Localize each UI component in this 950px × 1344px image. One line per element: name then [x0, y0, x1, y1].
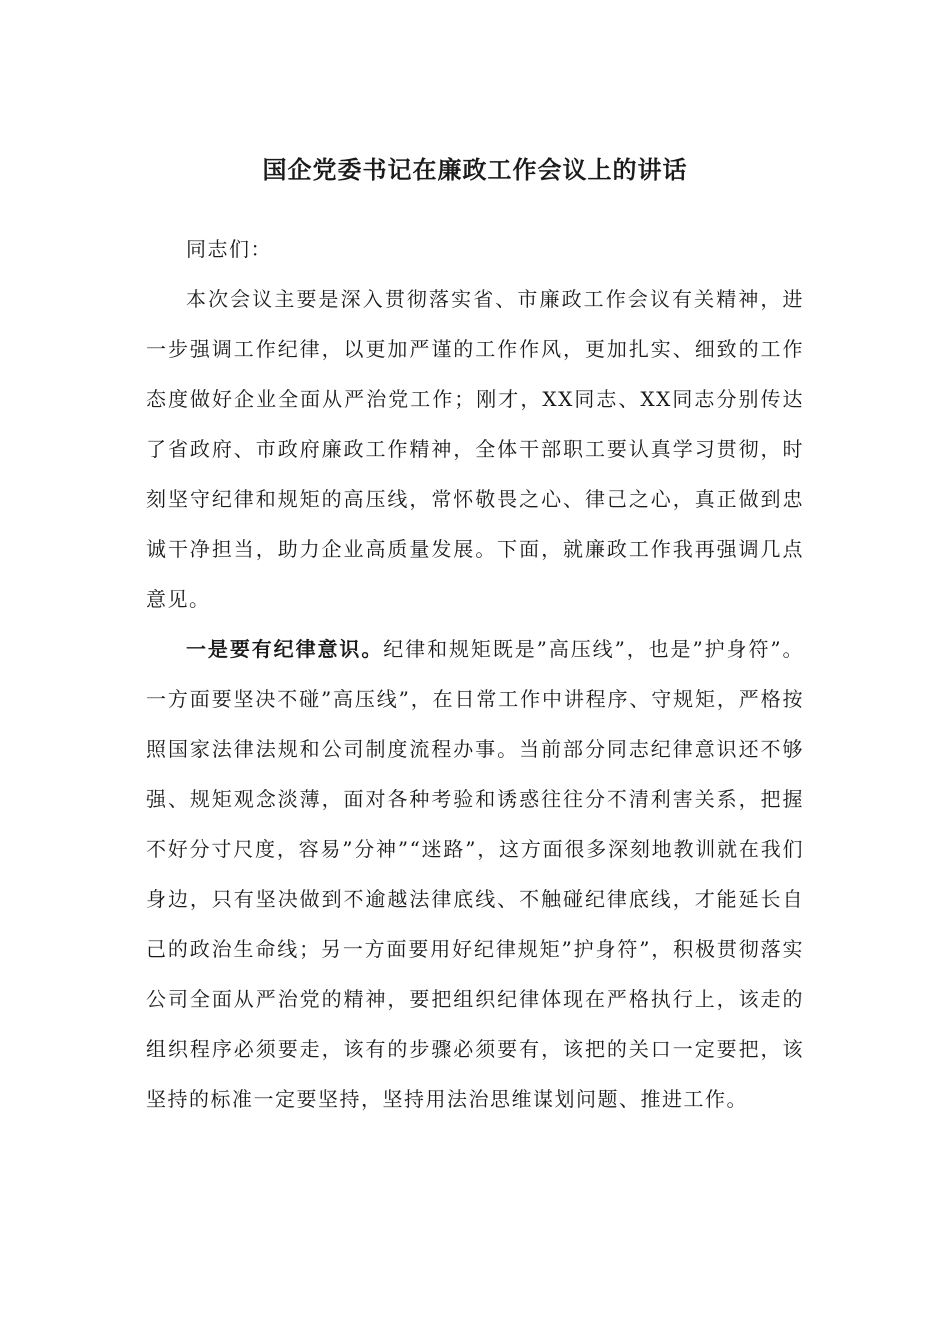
- paragraph-lead-heading: 一是要有纪律意识。: [186, 637, 384, 661]
- paragraph-discipline: [146, 624, 804, 1124]
- document-title: 国企党委书记在廉政工作会议上的讲话: [262, 155, 688, 184]
- paragraph-intro: 本次会议主要是深入贯彻落实省、市廉政工作会议有关精神，进一步强调工作纪律，以更加严谨的工作作风，更加扎实、细致的工作态度做好企业全面从严治党工作；刚才，XX同志、XX同志分别传达了省政府、市政府廉政工作精神，全体干部职工要认真学习贯彻，时刻坚守纪律和规矩的高压线，常怀敬畏之心、律己之心，真正做到忠诚干净担当，助力企业高质量发展。下面，就廉政工作我再强调几点意见。: [146, 287, 804, 611]
- paragraph-discipline-text: 纪律和规矩既是”高压线”，也是”护身符”。一方面要坚决不碰”高压线”，在日常工作中讲程序、守规矩，严格按照国家法律法规和公司制度流程办事。当前部分同志纪律意识还不够强、规矩观念淡薄，面对各种考验和诱惑往往分不清利害关系，把握不好分寸尺度，容易”分神”“迷路”，这方面很多深刻地教训就在我们身边，只有坚决做到不逾越法律底线、不触碰纪律底线，才能延长自己的政治生命线；另一方面要用好纪律规矩”护身符”，积极贯彻落实公司全面从严治党的精神，要把组织纪律体现在严格执行上，该走的组织程序必须要走，该有的步骤必须要有，该把的关口一定要把，该坚持的标准一定要坚持，坚持用法治思维谋划问题、推进工作。: [146, 637, 805, 1111]
- salutation: 同志们：: [186, 237, 272, 261]
- document-body: [146, 224, 804, 1124]
